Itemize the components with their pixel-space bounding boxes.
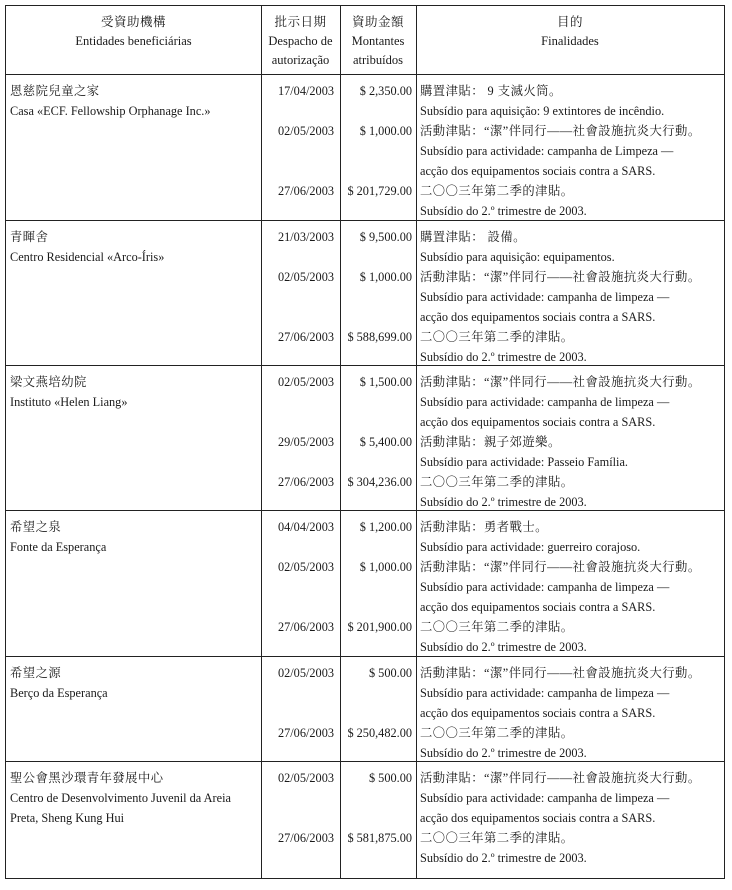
header-date-pt1: Despacho de [268,34,333,48]
entity-name-pt: Centro de Desenvolvimento Juvenil da Areia [10,791,231,805]
entity-name-pt: Casa «ECF. Fellowship Orphanage Inc.» [10,104,211,118]
header-date-pt2: autorização [271,53,330,67]
purpose-line: Subsídio para aquisição: 9 extintores de incêndio. [420,104,665,118]
header-date [261,6,340,74]
date-cell: 02/05/2003 [277,560,334,574]
amount-cell: $ 201,900.00 [347,620,412,634]
date-cell: 02/05/2003 [277,666,334,680]
purpose-line: 活動津貼：“潔”伴同行——社會設施抗炎大行動。 [420,666,701,680]
purpose-line: 活動津貼：“潔”伴同行——社會設施抗炎大行動。 [420,270,701,284]
amount-cell: $ 9,500.00 [359,230,412,244]
entity-name-pt: Fonte da Esperança [10,540,107,554]
date-cell: 27/06/2003 [277,330,334,344]
entity-name-zh: 梁文燕培幼院 [10,375,87,389]
amount-cell: $ 201,729.00 [347,184,412,198]
purpose-line: 活動津貼：親子郊遊樂。 [420,435,561,449]
date-cell: 27/06/2003 [277,475,334,489]
purpose-line: 二〇〇三年第二季的津貼。 [420,475,574,489]
purpose-line: Subsídio para actividade: campanha de Limpeza — [420,144,674,158]
amount-cell: $ 581,875.00 [347,831,412,845]
purpose-line: 活動津貼：“潔”伴同行——社會設施抗炎大行動。 [420,124,701,138]
purpose-line: acção dos equipamentos sociais contra a SARS. [420,164,656,178]
date-cell: 21/03/2003 [277,230,334,244]
date-cell: 02/05/2003 [277,771,334,785]
amount-cell: $ 1,500.00 [359,375,412,389]
purpose-line: Subsídio do 2.º trimestre de 2003. [420,204,587,218]
date-cell: 02/05/2003 [277,270,334,284]
purpose-line: Subsídio para actividade: Passeio Família. [420,455,628,469]
header-divider [6,74,724,75]
header-amount [340,6,416,74]
header-amount-pt1: Montantes [351,34,405,48]
purpose-line: 二〇〇三年第二季的津貼。 [420,330,574,344]
column-divider [261,6,262,878]
purpose-line: 活動津貼：“潔”伴同行——社會設施抗炎大行動。 [420,375,701,389]
purpose-line: Subsídio do 2.º trimestre de 2003. [420,746,587,760]
row-divider [6,656,724,657]
purpose-line: Subsídio do 2.º trimestre de 2003. [420,851,587,865]
purpose-line: 活動津貼：勇者戰士。 [420,520,548,534]
amount-cell: $ 500.00 [368,666,412,680]
amount-cell: $ 5,400.00 [359,435,412,449]
entity-name-pt: Berço da Esperança [10,686,108,700]
row-divider [6,365,724,366]
amount-cell: $ 1,000.00 [359,124,412,138]
purpose-line: Subsídio para aquisição: equipamentos. [420,250,615,264]
date-cell: 02/05/2003 [277,375,334,389]
date-cell: 27/06/2003 [277,831,334,845]
column-divider [416,6,417,878]
purpose-line: 二〇〇三年第二季的津貼。 [420,620,574,634]
purpose-line: 購置津貼： 9 支滅火筒。 [420,84,562,98]
purpose-line: acção dos equipamentos sociais contra a SARS. [420,600,656,614]
entity-name-pt: Preta, Sheng Kung Hui [10,811,125,825]
column-divider [340,6,341,878]
purpose-line: Subsídio do 2.º trimestre de 2003. [420,640,587,654]
purpose-line: Subsídio para actividade: campanha de limpeza — [420,580,670,594]
row-divider [6,220,724,221]
entity-name-pt: Instituto «Helen Liang» [10,395,128,409]
header-purpose [416,6,724,74]
purpose-line: 活動津貼：“潔”伴同行——社會設施抗炎大行動。 [420,560,701,574]
amount-cell: $ 1,000.00 [359,560,412,574]
entity-name-zh: 聖公會黑沙環青年發展中心 [10,771,164,785]
date-cell: 27/06/2003 [277,726,334,740]
subsidy-table [5,5,725,879]
purpose-line: Subsídio para actividade: campanha de limpeza — [420,395,670,409]
header-purpose-pt: Finalidades [541,34,599,48]
purpose-line: acção dos equipamentos sociais contra a SARS. [420,811,656,825]
purpose-line: acção dos equipamentos sociais contra a SARS. [420,706,656,720]
amount-cell: $ 588,699.00 [347,330,412,344]
entity-name-zh: 希望之源 [10,666,62,680]
date-cell: 27/06/2003 [277,620,334,634]
purpose-line: 二〇〇三年第二季的津貼。 [420,831,574,845]
header-amount-pt2: atribuídos [353,53,403,67]
date-cell: 02/05/2003 [277,124,334,138]
date-cell: 17/04/2003 [277,84,334,98]
header-date-zh: 批示日期 [274,15,327,29]
amount-cell: $ 2,350.00 [359,84,412,98]
purpose-line: acção dos equipamentos sociais contra a SARS. [420,310,656,324]
entity-name-pt: Centro Residencial «Arco-Íris» [10,250,165,264]
purpose-line: Subsídio do 2.º trimestre de 2003. [420,495,587,509]
amount-cell: $ 304,236.00 [347,475,412,489]
purpose-line: 購置津貼： 設備。 [420,230,526,244]
header-entity-pt: Entidades beneficiárias [75,34,192,48]
purpose-line: Subsídio para actividade: guerreiro corajoso. [420,540,641,554]
entity-name-zh: 恩慈院兒童之家 [10,84,100,98]
date-cell: 27/06/2003 [277,184,334,198]
purpose-line: 二〇〇三年第二季的津貼。 [420,726,574,740]
purpose-line: Subsídio para actividade: campanha de limpeza — [420,290,670,304]
amount-cell: $ 1,200.00 [359,520,412,534]
row-divider [6,761,724,762]
purpose-line: Subsídio para actividade: campanha de limpeza — [420,791,670,805]
header-entity-zh: 受資助機構 [100,15,166,29]
entity-name-zh: 希望之泉 [10,520,62,534]
amount-cell: $ 250,482.00 [347,726,412,740]
date-cell: 29/05/2003 [277,435,334,449]
row-divider [6,510,724,511]
amount-cell: $ 500.00 [368,771,412,785]
header-entity [6,6,261,74]
entity-name-zh: 青暉舍 [10,230,49,244]
amount-cell: $ 1,000.00 [359,270,412,284]
purpose-line: Subsídio do 2.º trimestre de 2003. [420,350,587,364]
header-amount-zh: 資助金額 [351,15,404,29]
header-purpose-zh: 目的 [556,15,583,29]
purpose-line: 二〇〇三年第二季的津貼。 [420,184,574,198]
purpose-line: 活動津貼：“潔”伴同行——社會設施抗炎大行動。 [420,771,701,785]
purpose-line: Subsídio para actividade: campanha de limpeza — [420,686,670,700]
date-cell: 04/04/2003 [277,520,334,534]
purpose-line: acção dos equipamentos sociais contra a SARS. [420,415,656,429]
